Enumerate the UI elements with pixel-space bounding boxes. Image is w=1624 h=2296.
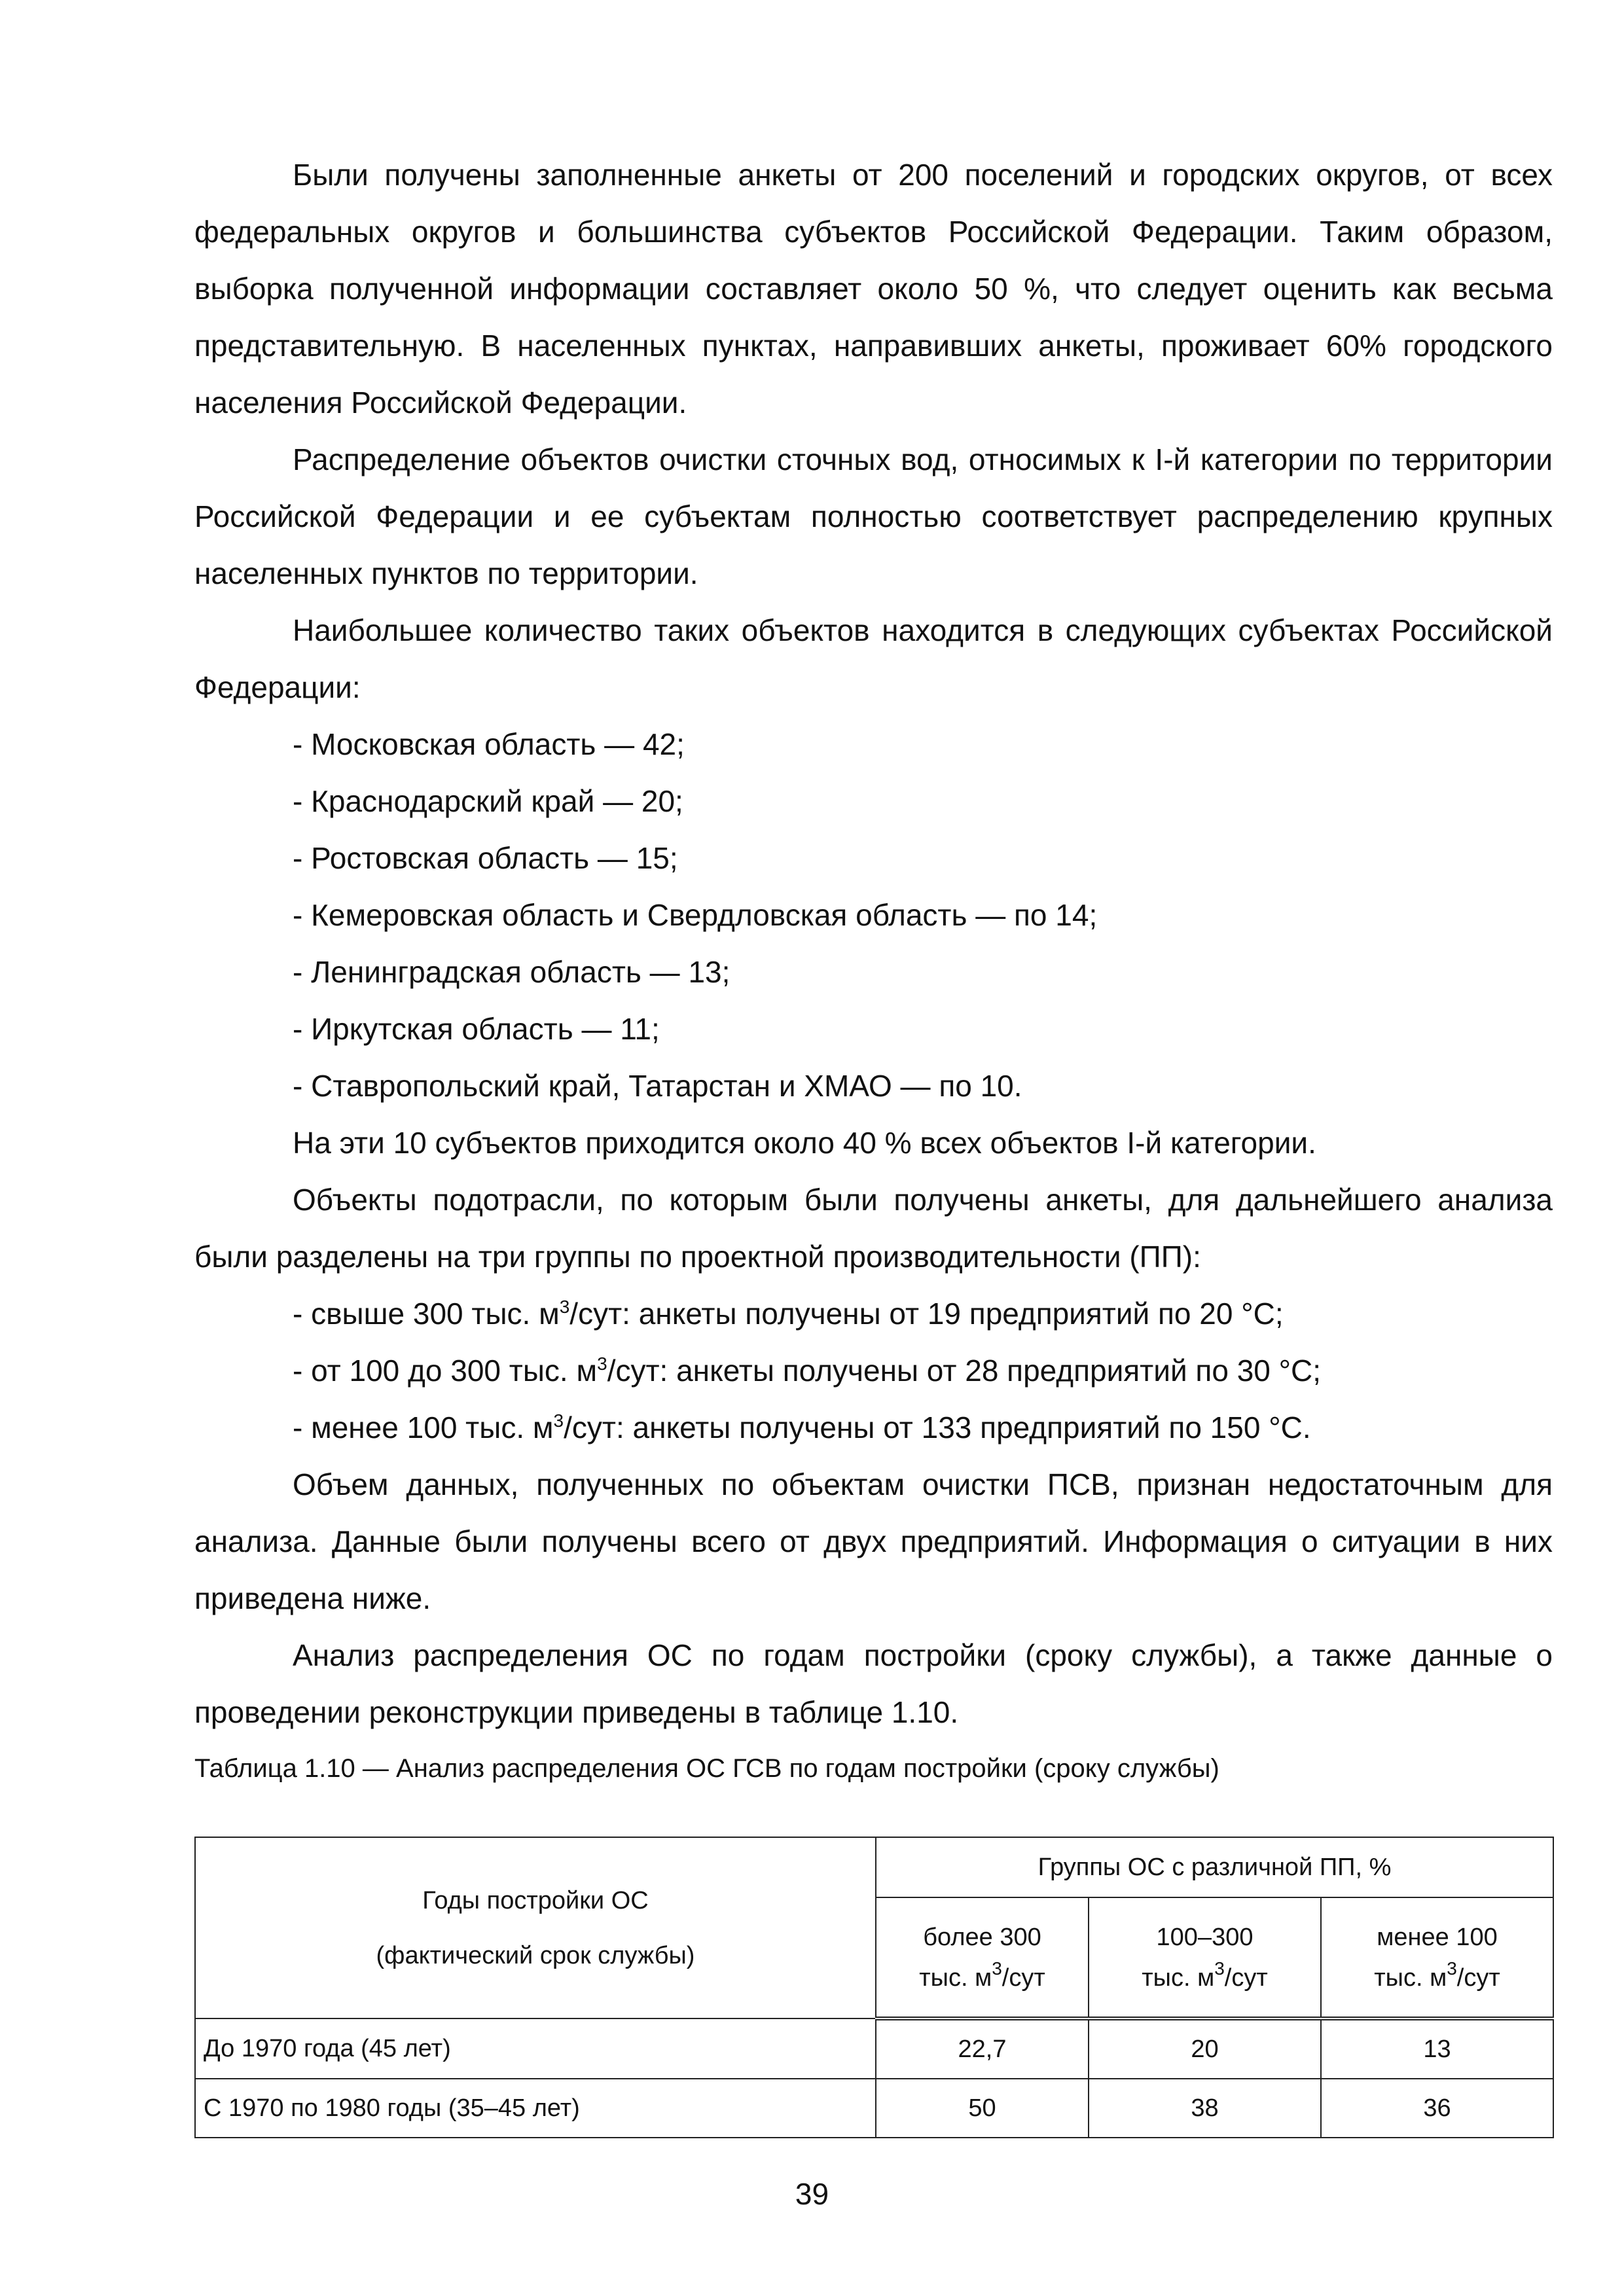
column-header-years-line2: (фактический срок службы) — [376, 1941, 695, 1969]
column-header-100-300: 100–300 тыс. $м^3$/сут — [1089, 1897, 1321, 2018]
cell-over-300: 50 — [876, 2079, 1089, 2138]
paragraph-distribution: Распределение объектов очистки сточных вод, относимых к I-й категории по территории Российской Федерации и ее субъектам полностью соответствует распределению крупных населенных пунктов по территории. — [194, 442, 1553, 590]
paragraph-share: На эти 10 субъектов приходится около 40 % всех объектов I-й категории. — [293, 1126, 1316, 1160]
row-label: До 1970 года (45 лет) — [195, 2018, 876, 2079]
column-header-groups: Группы ОС с различной ПП, % — [876, 1837, 1553, 1897]
regions-list — [194, 716, 1553, 1115]
list-item: - Иркутская область — 11; — [293, 1012, 660, 1046]
table-caption: Таблица 1.10 — Анализ распределения ОС ГСВ по годам постройки (сроку службы) — [194, 1754, 1219, 1783]
list-item: - Ленинградская область — 13; — [293, 955, 731, 989]
paragraph-survey: Были получены заполненные анкеты от 200 поселений и городских округов, от всех федеральных округов и большинства субъектов Российской Федерации. Таким образом, выборка полученной информации составляет около 50 %, что следует оценить как весьма представительную. В населенных пунктах, направивших анкеты, проживает 60% городского населения Российской Федерации. — [194, 158, 1553, 420]
list-item: - Краснодарский край — 20; — [293, 784, 683, 818]
cell-under-100: 13 — [1321, 2018, 1553, 2079]
row-label: С 1970 по 1980 годы (35–45 лет) — [195, 2079, 876, 2138]
cell-100-300: 20 — [1089, 2018, 1321, 2079]
column-header-years-line1: Годы постройки ОС — [422, 1886, 649, 1914]
body-text — [194, 147, 1553, 1741]
column-header-under-100: менее 100 тыс. $м^3$/сут — [1321, 1897, 1553, 2018]
list-item: - Кемеровская область и Свердловская область — по 14; — [293, 898, 1098, 932]
cell-100-300: 38 — [1089, 2079, 1321, 2138]
groups-list — [194, 1285, 1553, 1456]
column-header-over-300: более 300 тыс. $м^3$/сут — [876, 1897, 1089, 2018]
cell-over-300: 22,7 — [876, 2018, 1089, 2079]
column-header-years — [195, 1837, 876, 2018]
list-item: - Московская область — 42; — [293, 727, 685, 761]
paragraph-table-ref: Анализ распределения ОС по годам постройки (сроку службы), а также данные о проведении реконструкции приведены в таблице 1.10. — [194, 1638, 1553, 1729]
cell-under-100: 36 — [1321, 2079, 1553, 2138]
list-item: - Ростовская область — 15; — [293, 841, 678, 875]
table-row — [195, 2079, 1553, 2138]
list-item: - Ставропольский край, Татарстан и ХМАО — по 10. — [293, 1069, 1022, 1103]
list-item: - менее 100 тыс. $м^3$/сут: анкеты получены от 133 предприятий по 150 °С. — [293, 1410, 1311, 1444]
paragraph-groups: Объекты подотрасли, по которым были получены анкеты, для дальнейшего анализа были разделены на три группы по проектной производительности (ПП): — [194, 1183, 1553, 1274]
paragraph-top-regions: Наибольшее количество таких объектов находится в следующих субъектах Российской Федерации: — [194, 613, 1553, 704]
page-number: 39 — [795, 2177, 829, 2211]
table-row — [195, 2018, 1553, 2079]
data-table — [194, 1837, 1554, 2138]
list-item: - от 100 до 300 тыс. $м^3$/сут: анкеты получены от 28 предприятий по 30 °С; — [293, 1354, 1322, 1388]
list-item: - свыше 300 тыс. $м^3$/сут: анкеты получены от 19 предприятий по 20 °С; — [293, 1297, 1284, 1331]
paragraph-psv: Объем данных, полученных по объектам очистки ПСВ, признан недостаточным для анализа. Данные были получены всего от двух предприятий. Информация о ситуации в них приведена ниже. — [194, 1467, 1553, 1615]
